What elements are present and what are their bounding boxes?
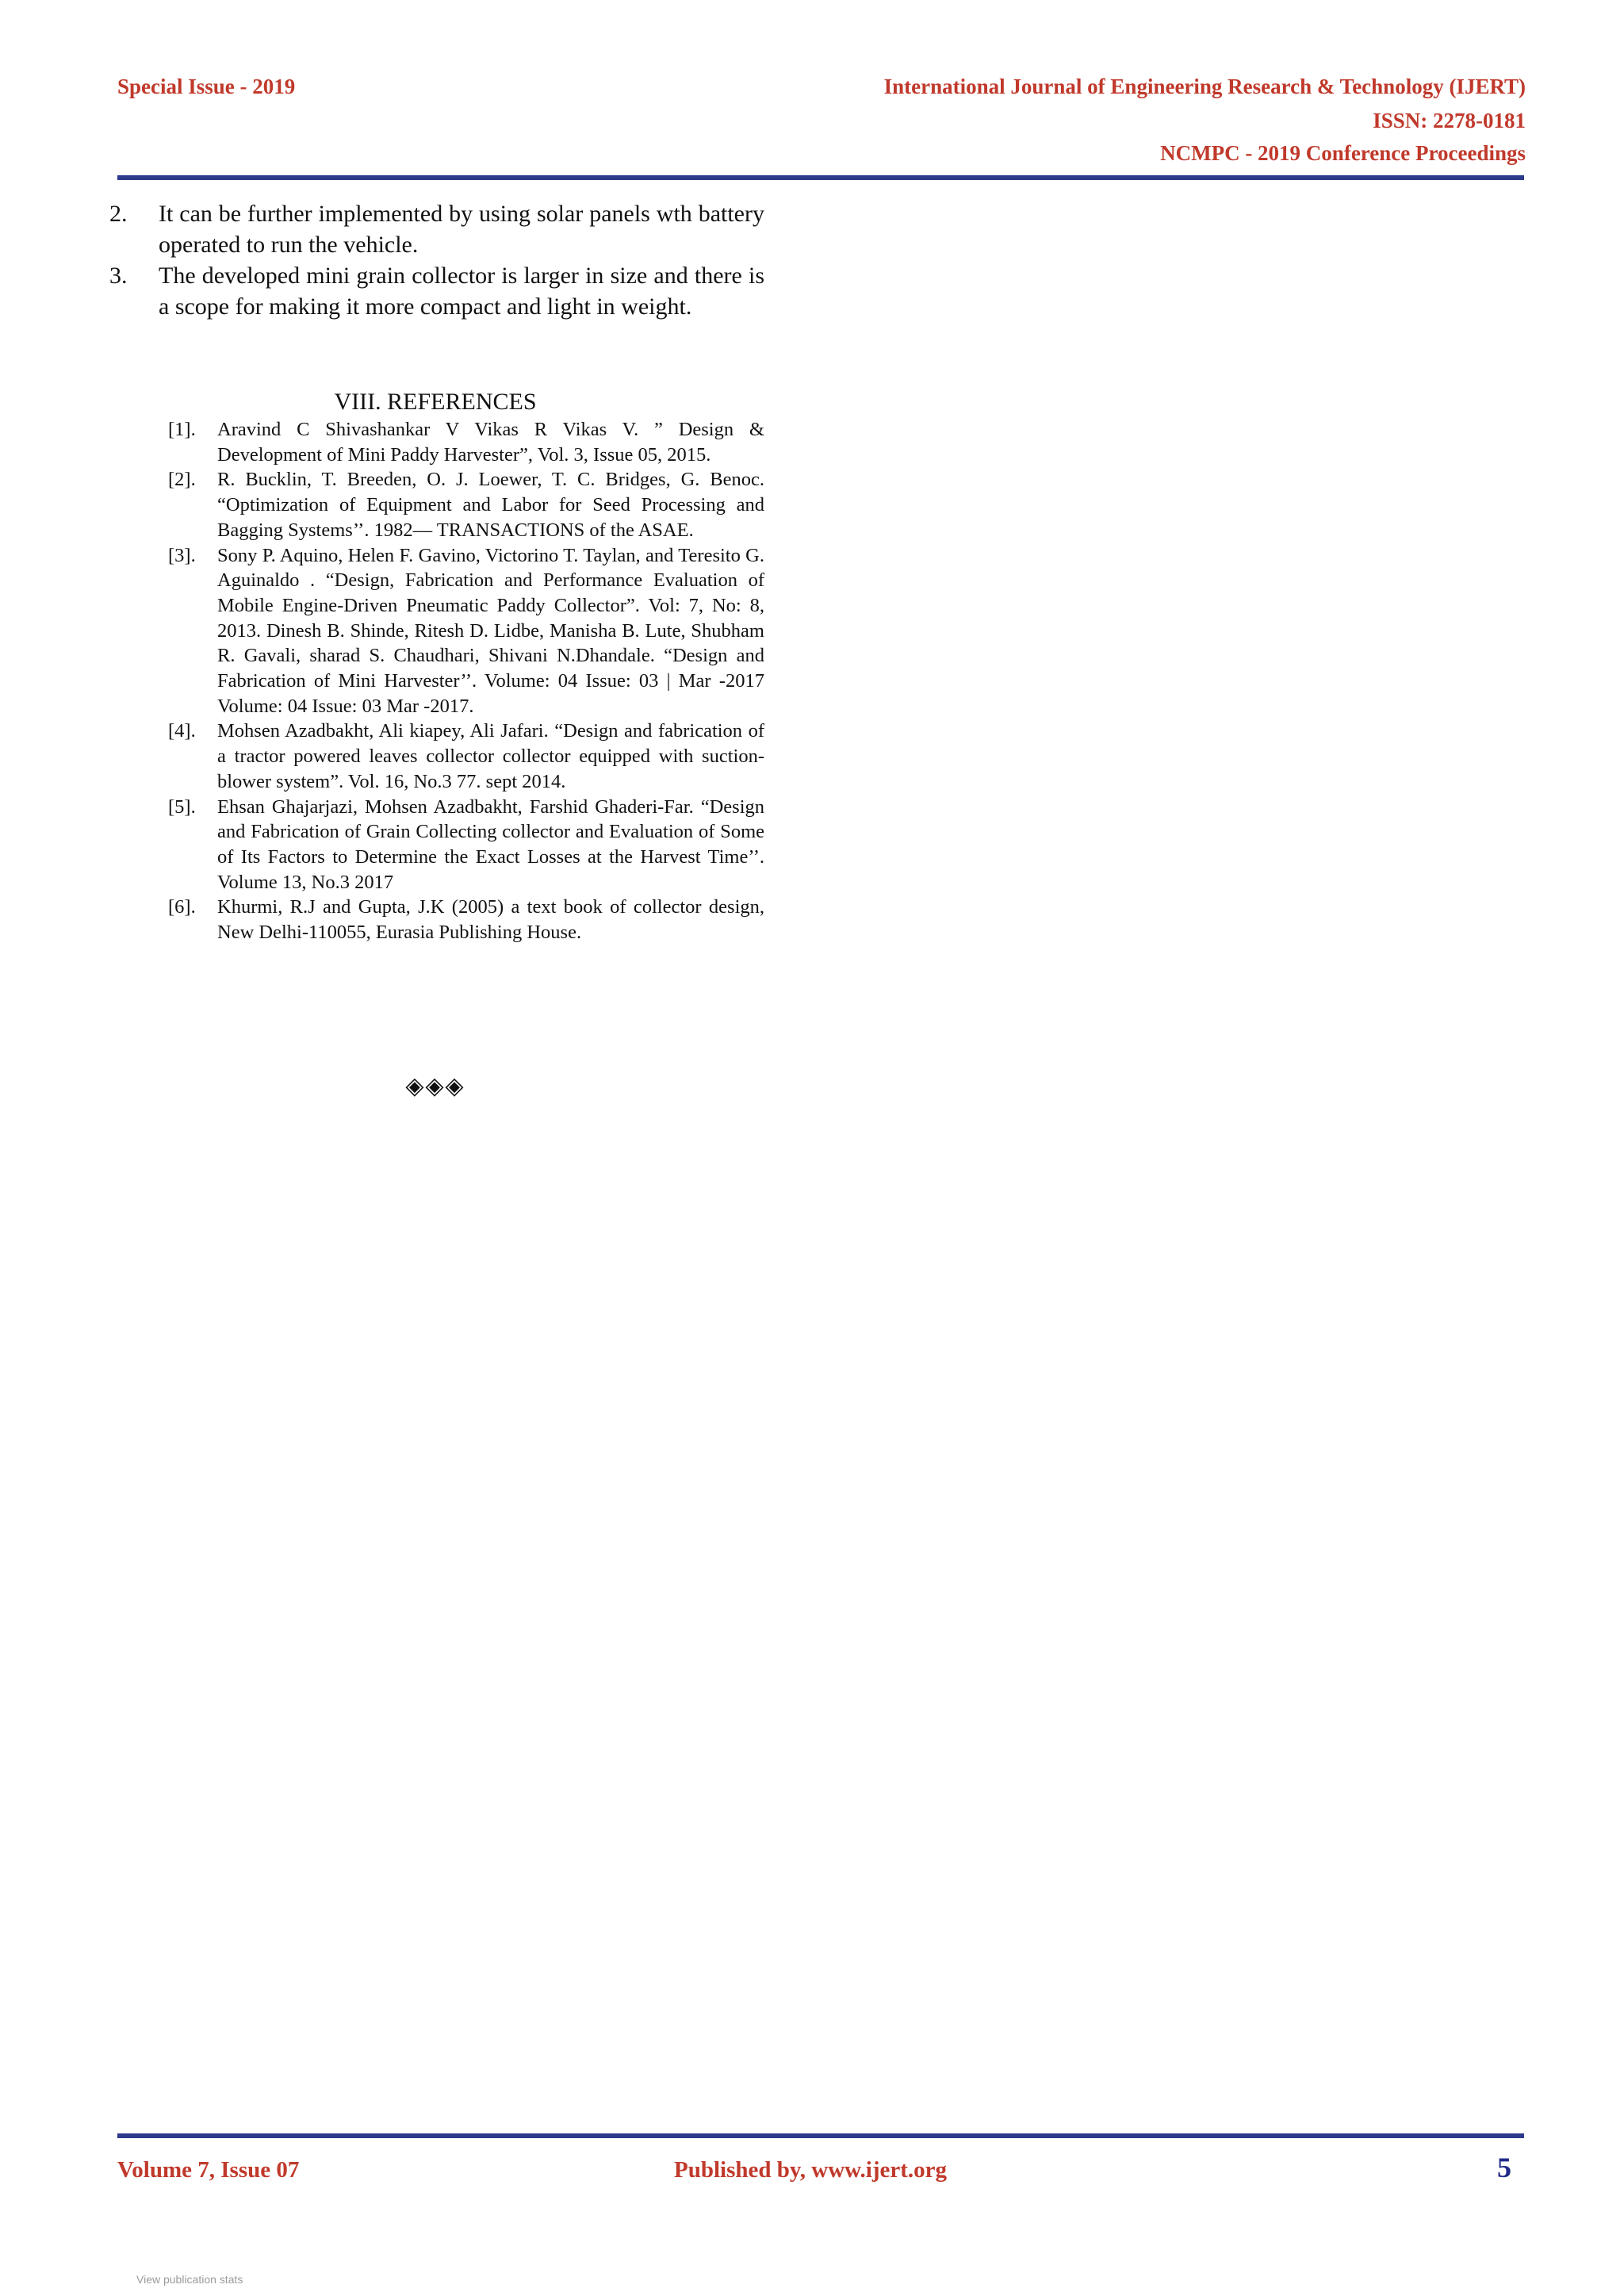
- list-item-text: It can be further implemented by using solar panels wth battery operated to run the vehicle.: [159, 201, 764, 258]
- list-item: [106, 198, 764, 260]
- issue-label: Special Issue - 2019: [117, 75, 296, 98]
- journal-title: International Journal of Engineering Research & Technology (IJERT): [883, 75, 1526, 98]
- header-rule: [117, 175, 1524, 180]
- list-item-number: 2.: [109, 201, 128, 227]
- reference-item: [168, 543, 764, 719]
- reference-text: Aravind C Shivashankar V Vikas R Vikas V. ” Design & Development of Mini Paddy Harvester”, Vol. 3, Issue 05, 2015.: [217, 419, 764, 466]
- reference-number: [4].: [168, 720, 196, 742]
- list-item-number: 3.: [109, 263, 128, 289]
- reference-text: Ehsan Ghajarjazi, Mohsen Azadbakht, Farshid Ghaderi-Far. “Design and Fabrication of Grain Collecting collector and Evaluation of Some of Its Factors to Determine the Exact Losses at the Harvest Time’’. Volume 13, No.3 2017: [217, 795, 764, 893]
- publisher-link[interactable]: Published by, www.ijert.org: [674, 2157, 947, 2183]
- section-end-ornament-icon: ◈◈◈: [405, 1072, 465, 1100]
- page-number: 5: [1497, 2152, 1511, 2183]
- references-list: [168, 417, 764, 945]
- reference-item: [168, 719, 764, 794]
- reference-number: [6].: [168, 896, 196, 918]
- view-publication-stats-link[interactable]: View publication stats: [136, 2273, 243, 2286]
- reference-text: Khurmi, R.J and Gupta, J.K (2005) a text book of collector design, New Delhi-110055, Eurasia Publishing House.: [217, 896, 764, 944]
- conclusion-list-container: [106, 198, 764, 322]
- reference-number: [2].: [168, 469, 196, 491]
- footer-rule: [117, 2133, 1524, 2138]
- list-item: [106, 260, 764, 322]
- reference-number: [5].: [168, 795, 196, 818]
- reference-number: [3].: [168, 544, 196, 566]
- list-item-text: The developed mini grain collector is larger in size and there is a scope for making it more compact and light in weight.: [159, 263, 764, 320]
- reference-text: Sony P. Aquino, Helen F. Gavino, Victorino T. Taylan, and Teresito G. Aguinaldo . “Design, Fabrication and Performance Evaluation of Mobile Engine-Driven Pneumatic Paddy Collector”. Vol: 7, No: 8, 2013. Dinesh B. Shinde, Ritesh D. Lidbe, Manisha B. Lute, Shubham R. Gavali, sharad S. Chaudhari, Shivani N.Dhandale. “Design and Fabrication of Mini Harvester’’. Volume: 04 Issue: 03 | Mar -2017 Volume: 04 Issue: 03 Mar -2017.: [217, 544, 764, 717]
- issn: ISSN: 2278-0181: [1373, 109, 1526, 132]
- volume-label: Volume 7, Issue 07: [117, 2157, 300, 2183]
- references-heading: VIII. REFERENCES: [334, 389, 537, 415]
- reference-item: [168, 417, 764, 467]
- conference-label: NCMPC - 2019 Conference Proceedings: [1160, 141, 1526, 165]
- reference-item: [168, 895, 764, 945]
- reference-text: R. Bucklin, T. Breeden, O. J. Loewer, T. C. Bridges, G. Benoc. “Optimization of Equipment and Labor for Seed Processing and Bagging Systems’’. 1982— TRANSACTIONS of the ASAE.: [217, 469, 764, 541]
- future-scope-list: [106, 198, 764, 322]
- reference-text: Mohsen Azadbakht, Ali kiapey, Ali Jafari. “Design and fabrication of a tractor powered leaves collector collector equipped with suction-blower system”. Vol. 16, No.3 77. sept 2014.: [217, 720, 764, 792]
- reference-number: [1].: [168, 419, 196, 440]
- reference-item: [168, 795, 764, 895]
- reference-item: [168, 467, 764, 542]
